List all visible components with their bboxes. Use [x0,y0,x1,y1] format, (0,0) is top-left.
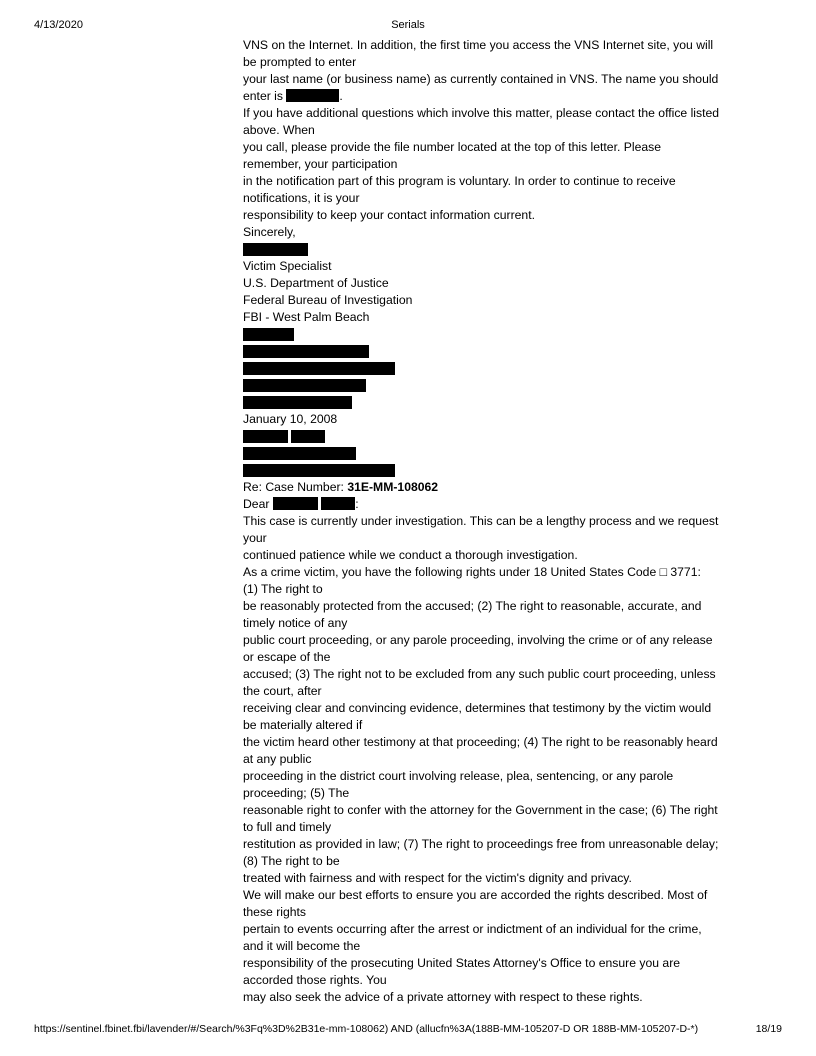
body-line: and it will become the [243,939,361,953]
dear-label: Dear [243,497,270,511]
body-line: pertain to events occurring after the arrest or indictment of an individual for the crime, [243,922,702,936]
body-line: (1) The right to [243,582,323,596]
redacted-recipient-line [243,445,717,462]
redaction-block [286,89,339,102]
text-line: VNS on the Internet. In addition, the first time you access the VNS Internet site, you will [243,38,714,52]
body-line: responsibility of the prosecuting United States Attorney's Office to ensure you are [243,956,681,970]
body-line: the court, after [243,684,322,698]
signature-title: Victim Specialist [243,259,332,273]
redaction-block [291,430,325,443]
body-line: continued patience while we conduct a thorough investigation. [243,548,578,562]
salutation-colon: : [355,497,359,511]
body-line: treated with fairness and with respect for the victim's dignity and privacy. [243,871,632,885]
body-line: may also seek the advice of a private attorney with respect to these rights. [243,990,643,1004]
body-line: or escape of the [243,650,331,664]
redacted-address-line [243,394,717,411]
signature-office: FBI - West Palm Beach [243,310,370,324]
enter-is-label: enter is [243,89,287,103]
letter-body [243,513,717,1006]
re-label: Re: Case Number: [243,480,348,494]
text-line: notifications, it is your [243,191,360,205]
redaction-block [321,497,355,510]
text-line: in the notification part of this program is voluntary. In order to continue to receive [243,174,676,188]
body-line: your [243,531,267,545]
footer-url: https://sentinel.fbinet.fbi/lavender/#/Search/%3Fq%3D%2B31e-mm-108062) AND (allucfn%3A(188B-MM-105207-D OR 188B-MM-105207-D-*) [34,1023,699,1035]
letter-content [243,37,720,1006]
body-line: at any public [243,752,312,766]
body-line: proceeding; (5) The [243,786,350,800]
text-line: your last name (or business name) as currently contained in VNS. The name you should [243,72,719,86]
body-line: public court proceeding, or any parole proceeding, involving the crime or of any release [243,633,713,647]
body-line: to full and timely [243,820,332,834]
body-line: proceeding in the district court involving release, plea, sentencing, or any parole [243,769,674,783]
redaction-block [243,396,352,409]
redaction-block [243,362,395,375]
text-line: be prompted to enter [243,55,357,69]
closing: Sincerely, [243,225,296,239]
text-line: remember, your participation [243,157,398,171]
redaction-block [243,345,369,358]
redaction-block [243,379,366,392]
page-title: Serials [391,19,425,31]
redacted-address-line [243,360,717,377]
text-line: above. When [243,123,315,137]
redacted-address-line [243,326,717,343]
text-line: If you have additional questions which involve this matter, please contact the office listed [243,106,720,120]
body-line: (8) The right to be [243,854,340,868]
print-date: 4/13/2020 [34,19,83,31]
body-line: reasonable right to confer with the attorney for the Government in the case; (6) The right [243,803,718,817]
body-line: timely notice of any [243,616,348,630]
body-line: accused; (3) The right not to be excluded from any such public court proceeding, unless [243,667,716,681]
salutation [243,496,717,513]
redaction-block [243,328,294,341]
redacted-address-line [243,377,717,394]
body-line: the victim heard other testimony at that proceeding; (4) The right to be reasonably heard [243,735,718,749]
letter-date: January 10, 2008 [243,412,338,426]
redaction-block [273,497,318,510]
redacted-signature [243,241,717,258]
body-line: This case is currently under investigation. This can be a lengthy process and we request [243,514,719,528]
body-line: these rights [243,905,307,919]
body-line: We will make our best efforts to ensure you are accorded the rights described. Most of [243,888,708,902]
body-line: restitution as provided in law; (7) The right to proceedings free from unreasonable delay; [243,837,719,851]
body-line: As a crime victim, you have the following rights under 18 United States Code □ 3771: [243,565,701,579]
redacted-recipient-line [243,462,717,479]
body-line: receiving clear and convincing evidence, determines that testimony by the victim would [243,701,712,715]
signature-dept: U.S. Department of Justice [243,276,389,290]
case-reference [243,479,717,496]
signature-agency: Federal Bureau of Investigation [243,293,413,307]
body-line: be materially altered if [243,718,363,732]
text-line: responsibility to keep your contact information current. [243,208,535,222]
body-line: accorded those rights. You [243,973,387,987]
text-line: you call, please provide the file number located at the top of this letter. Please [243,140,662,154]
redaction-block [243,430,288,443]
redaction-block [243,447,356,460]
redaction-block [243,464,395,477]
body-line: be reasonably protected from the accused; (2) The right to reasonable, accurate, and [243,599,702,613]
text-line-name [243,88,717,105]
redaction-block [243,243,308,256]
redacted-recipient-line [243,428,717,445]
case-number: 31E-MM-108062 [347,480,439,494]
redacted-address-line [243,343,717,360]
page-number: 18/19 [755,1023,782,1035]
period: . [339,89,343,103]
